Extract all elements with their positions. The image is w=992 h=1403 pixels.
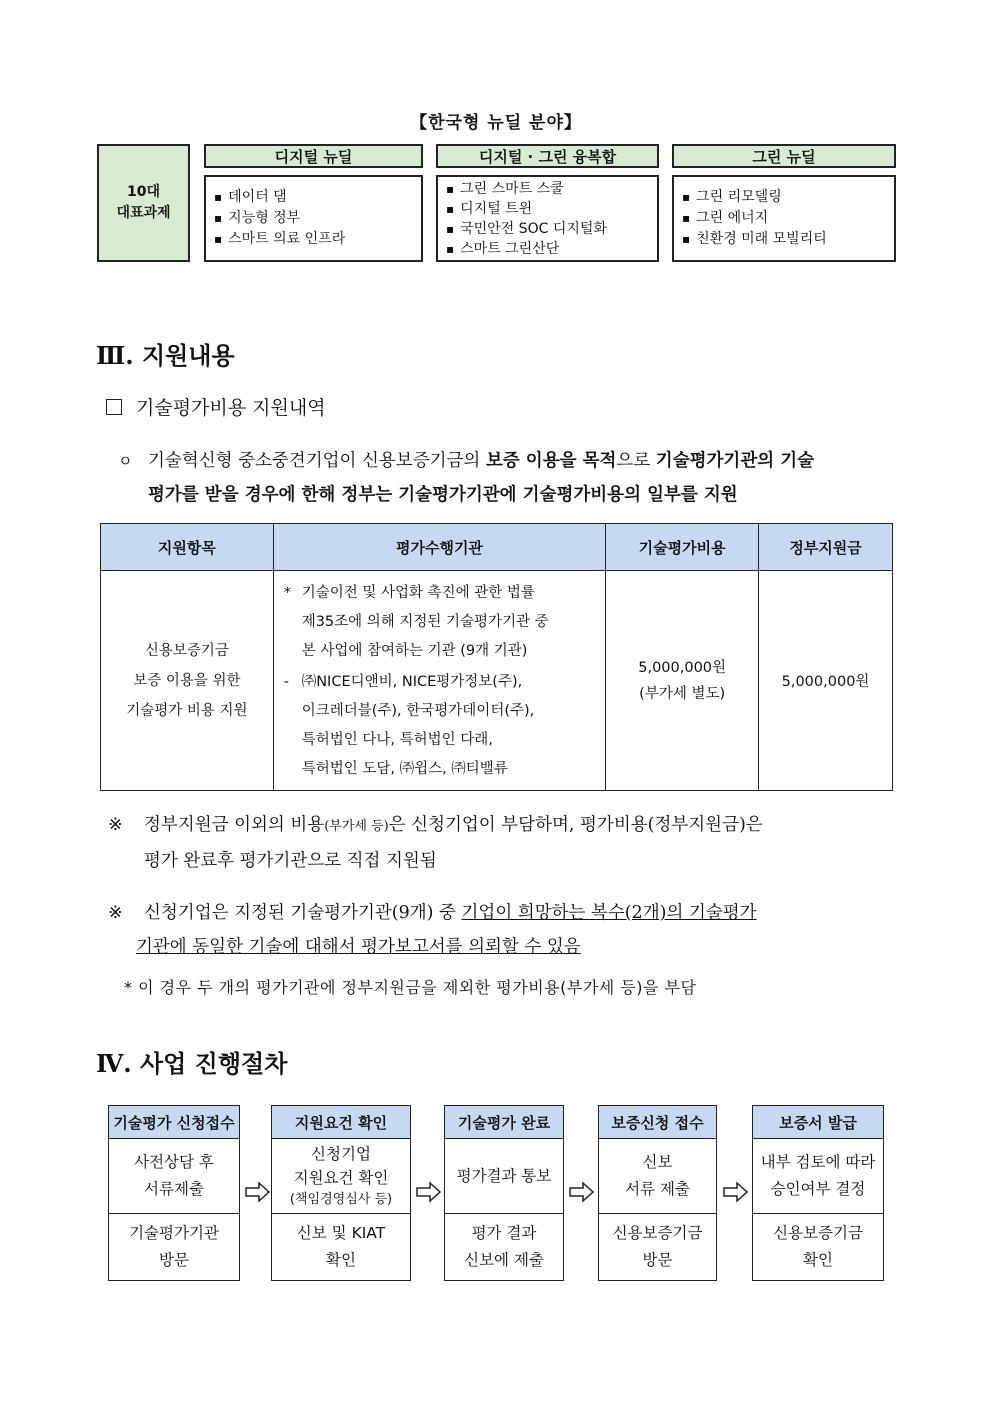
- step-main: [599, 1139, 716, 1214]
- step-header: 기술평가 완료: [445, 1106, 563, 1139]
- section3-title: Ⅲ. 지원내용: [96, 341, 235, 370]
- para-bold-1: 보증 이용을 목적: [485, 451, 617, 471]
- support-item-cell: [101, 571, 274, 791]
- step-actor: [599, 1214, 716, 1280]
- note2-underline-2: 기관에 동일한 기술에 대해서 평가보고서를 의뢰할 수 있음: [136, 937, 581, 957]
- list-item: ▪ 그린 스마트 스쿨: [446, 179, 657, 199]
- step-main-line: 사전상담 후: [134, 1153, 214, 1171]
- step-main: [272, 1139, 410, 1214]
- table-header-cell: 평가수행기관: [273, 524, 606, 571]
- newdeal-label-line1: 10대: [126, 184, 160, 200]
- step-main: [753, 1139, 883, 1214]
- cost-value: 5,000,000원: [638, 659, 727, 676]
- green-newdeal-list: [672, 175, 896, 262]
- asterisk-mark: *: [283, 585, 291, 601]
- list-item: ▪ 친환경 미래 모빌리티: [682, 229, 894, 250]
- step-header: 보증신청 접수: [599, 1106, 716, 1139]
- step-main-line: 서류제출: [144, 1180, 204, 1198]
- para-bold-3: 평가를 받을 경우에 한해 정부는 기술평가기관에 기술평가비용의 일부를 지원: [148, 485, 738, 505]
- process-step-2: [271, 1105, 411, 1281]
- step-actor-line: 기술평가기관: [129, 1224, 219, 1242]
- step-actor-line: 신용보증기금: [773, 1224, 863, 1242]
- evaluation-org-cell: [273, 571, 606, 791]
- org-note: [284, 579, 596, 666]
- table-header-cell: 기술평가비용: [606, 524, 759, 571]
- arrow-right-icon: [723, 1181, 749, 1203]
- digital-newdeal-list: [204, 175, 423, 262]
- step-main-line: 승인여부 결정: [770, 1180, 866, 1198]
- table-header-cell: 지원항목: [101, 524, 274, 571]
- digital-green-header: 디지털 · 그린 융복합: [436, 144, 659, 168]
- bullet-mark: ㅇ: [118, 452, 133, 470]
- section3-subtitle: [106, 393, 326, 420]
- para-bold-2: 기술평가기관의 기술: [655, 451, 815, 471]
- item-line: 신용보증기금: [144, 642, 229, 659]
- step-actor: [445, 1214, 563, 1280]
- table-row: [101, 571, 893, 791]
- org-note-line: 기술이전 및 사업화 촉진에 관한 법률: [301, 585, 535, 601]
- org-list-line: 특허법인 도담, ㈜윕스, ㈜티밸류: [301, 761, 508, 777]
- list-item: ▪ 스마트 의료 인프라: [214, 229, 421, 250]
- org-list-line: ㈜NICE디앤비, NICE평가정보(주),: [301, 674, 523, 690]
- step-main-line: 내부 검토에 따라: [760, 1153, 876, 1171]
- step-actor-line: 확인: [326, 1251, 356, 1269]
- step-main-line: 지원요건 확인: [293, 1169, 389, 1187]
- newdeal-label-line2: 대표과제: [116, 205, 171, 221]
- step-actor-line: 평가 결과: [471, 1224, 537, 1242]
- process-step-1: [108, 1105, 240, 1281]
- note1-line2: 평가 완료후 평가기관으로 직접 지원됨: [144, 851, 437, 871]
- note1-small: (부가세 등): [324, 819, 389, 834]
- tech-eval-cost-cell: [606, 571, 759, 791]
- step-actor-line: 신보에 제출: [464, 1251, 544, 1269]
- table-header-cell: 정부지원금: [759, 524, 893, 571]
- para-text-2: 으로: [616, 451, 656, 471]
- step-header: 지원요건 확인: [272, 1106, 410, 1139]
- list-item: ▪ 국민안전 SOC 디지털화: [446, 219, 657, 239]
- step-actor-line: 확인: [803, 1251, 833, 1269]
- step-actor: [109, 1214, 239, 1280]
- digital-green-list: [436, 175, 659, 262]
- process-step-5: [752, 1105, 884, 1281]
- reference-mark: ※: [108, 815, 123, 835]
- digital-newdeal-header: 디지털 뉴딜: [204, 144, 423, 168]
- arrow-right-icon: [569, 1181, 595, 1203]
- list-item: ▪ 디지털 트윈: [446, 199, 657, 219]
- org-list-line: 특허법인 다나, 특허법인 다래,: [301, 732, 493, 748]
- step-actor: [753, 1214, 883, 1280]
- list-item: ▪ 데이터 댐: [214, 187, 421, 208]
- step-main-line: 평가결과 통보: [456, 1166, 552, 1185]
- step-main: [109, 1139, 239, 1214]
- note1-text-b: 은 신청기업이 부담하며, 평가비용(정부지원금)은: [388, 815, 763, 835]
- step-actor: [272, 1214, 410, 1280]
- note-2: [108, 896, 908, 964]
- dash-mark: -: [283, 674, 289, 690]
- arrow-right-icon: [245, 1181, 271, 1203]
- newdeal-label-box: [97, 144, 190, 262]
- list-item: ▪ 스마트 그린산단: [446, 239, 657, 259]
- step-main: [445, 1139, 563, 1214]
- step-header: 보증서 발급: [753, 1106, 883, 1139]
- section4-title: Ⅳ. 사업 진행절차: [96, 1049, 288, 1078]
- note-1: [108, 808, 908, 878]
- step-main-line: 서류 제출: [625, 1180, 690, 1198]
- process-step-3: [444, 1105, 564, 1281]
- org-list: [284, 668, 596, 784]
- step-actor-line: 신보 및 KIAT: [296, 1224, 386, 1242]
- org-note-line: 제35조에 의해 지정된 기술평가기관 중: [301, 614, 549, 630]
- step-main-line: 신청기업: [311, 1145, 371, 1163]
- step-actor-line: 방문: [642, 1251, 673, 1269]
- cost-note: (부가세 별도): [639, 685, 726, 702]
- para-text-1: 기술혁신형 중소중견기업이 신용보증기금의: [148, 451, 486, 471]
- step-main-note: (책임경영심사 등): [289, 1192, 393, 1207]
- step-actor-line: 방문: [159, 1251, 189, 1269]
- item-line: 보증 이용을 위한: [133, 672, 241, 689]
- note2-underline-1: 기업이 희망하는 복수(2개)의 기술평가: [461, 903, 757, 923]
- support-description: [118, 444, 908, 512]
- item-line: 기술평가 비용 지원: [126, 702, 248, 719]
- step-actor-line: 신용보증기금: [612, 1224, 703, 1242]
- small-note: * 이 경우 두 개의 평가기관에 정부지원금을 제외한 평가비용(부가세 등)을 부담: [124, 978, 697, 997]
- checkbox-square-icon: [106, 399, 122, 415]
- list-item: ▪ 그린 리모델링: [682, 187, 894, 208]
- step-header: 기술평가 신청접수: [109, 1106, 239, 1139]
- list-item: ▪ 그린 에너지: [682, 208, 894, 229]
- org-list-line: 이크레더블(주), 한국평가데이터(주),: [301, 703, 535, 719]
- arrow-right-icon: [416, 1181, 442, 1203]
- newdeal-title: 【한국형 뉴딜 분야】: [410, 113, 582, 133]
- note1-text-a: 정부지원금 이외의 비용: [144, 815, 325, 835]
- step-main-line: 신보: [642, 1153, 673, 1171]
- list-item: ▪ 지능형 정부: [214, 208, 421, 229]
- table-header-row: [101, 524, 893, 571]
- green-newdeal-header: 그린 뉴딜: [672, 144, 896, 168]
- process-step-4: [598, 1105, 717, 1281]
- note2-text-a: 신청기업은 지정된 기술평가기관(9개) 중: [144, 903, 462, 923]
- subtitle-text: 기술평가비용 지원내역: [136, 397, 326, 419]
- reference-mark: ※: [108, 903, 123, 923]
- support-table: [100, 523, 893, 791]
- gov-support-cell: 5,000,000원: [759, 571, 893, 791]
- org-note-line: 본 사업에 참여하는 기관 (9개 기관): [301, 643, 528, 659]
